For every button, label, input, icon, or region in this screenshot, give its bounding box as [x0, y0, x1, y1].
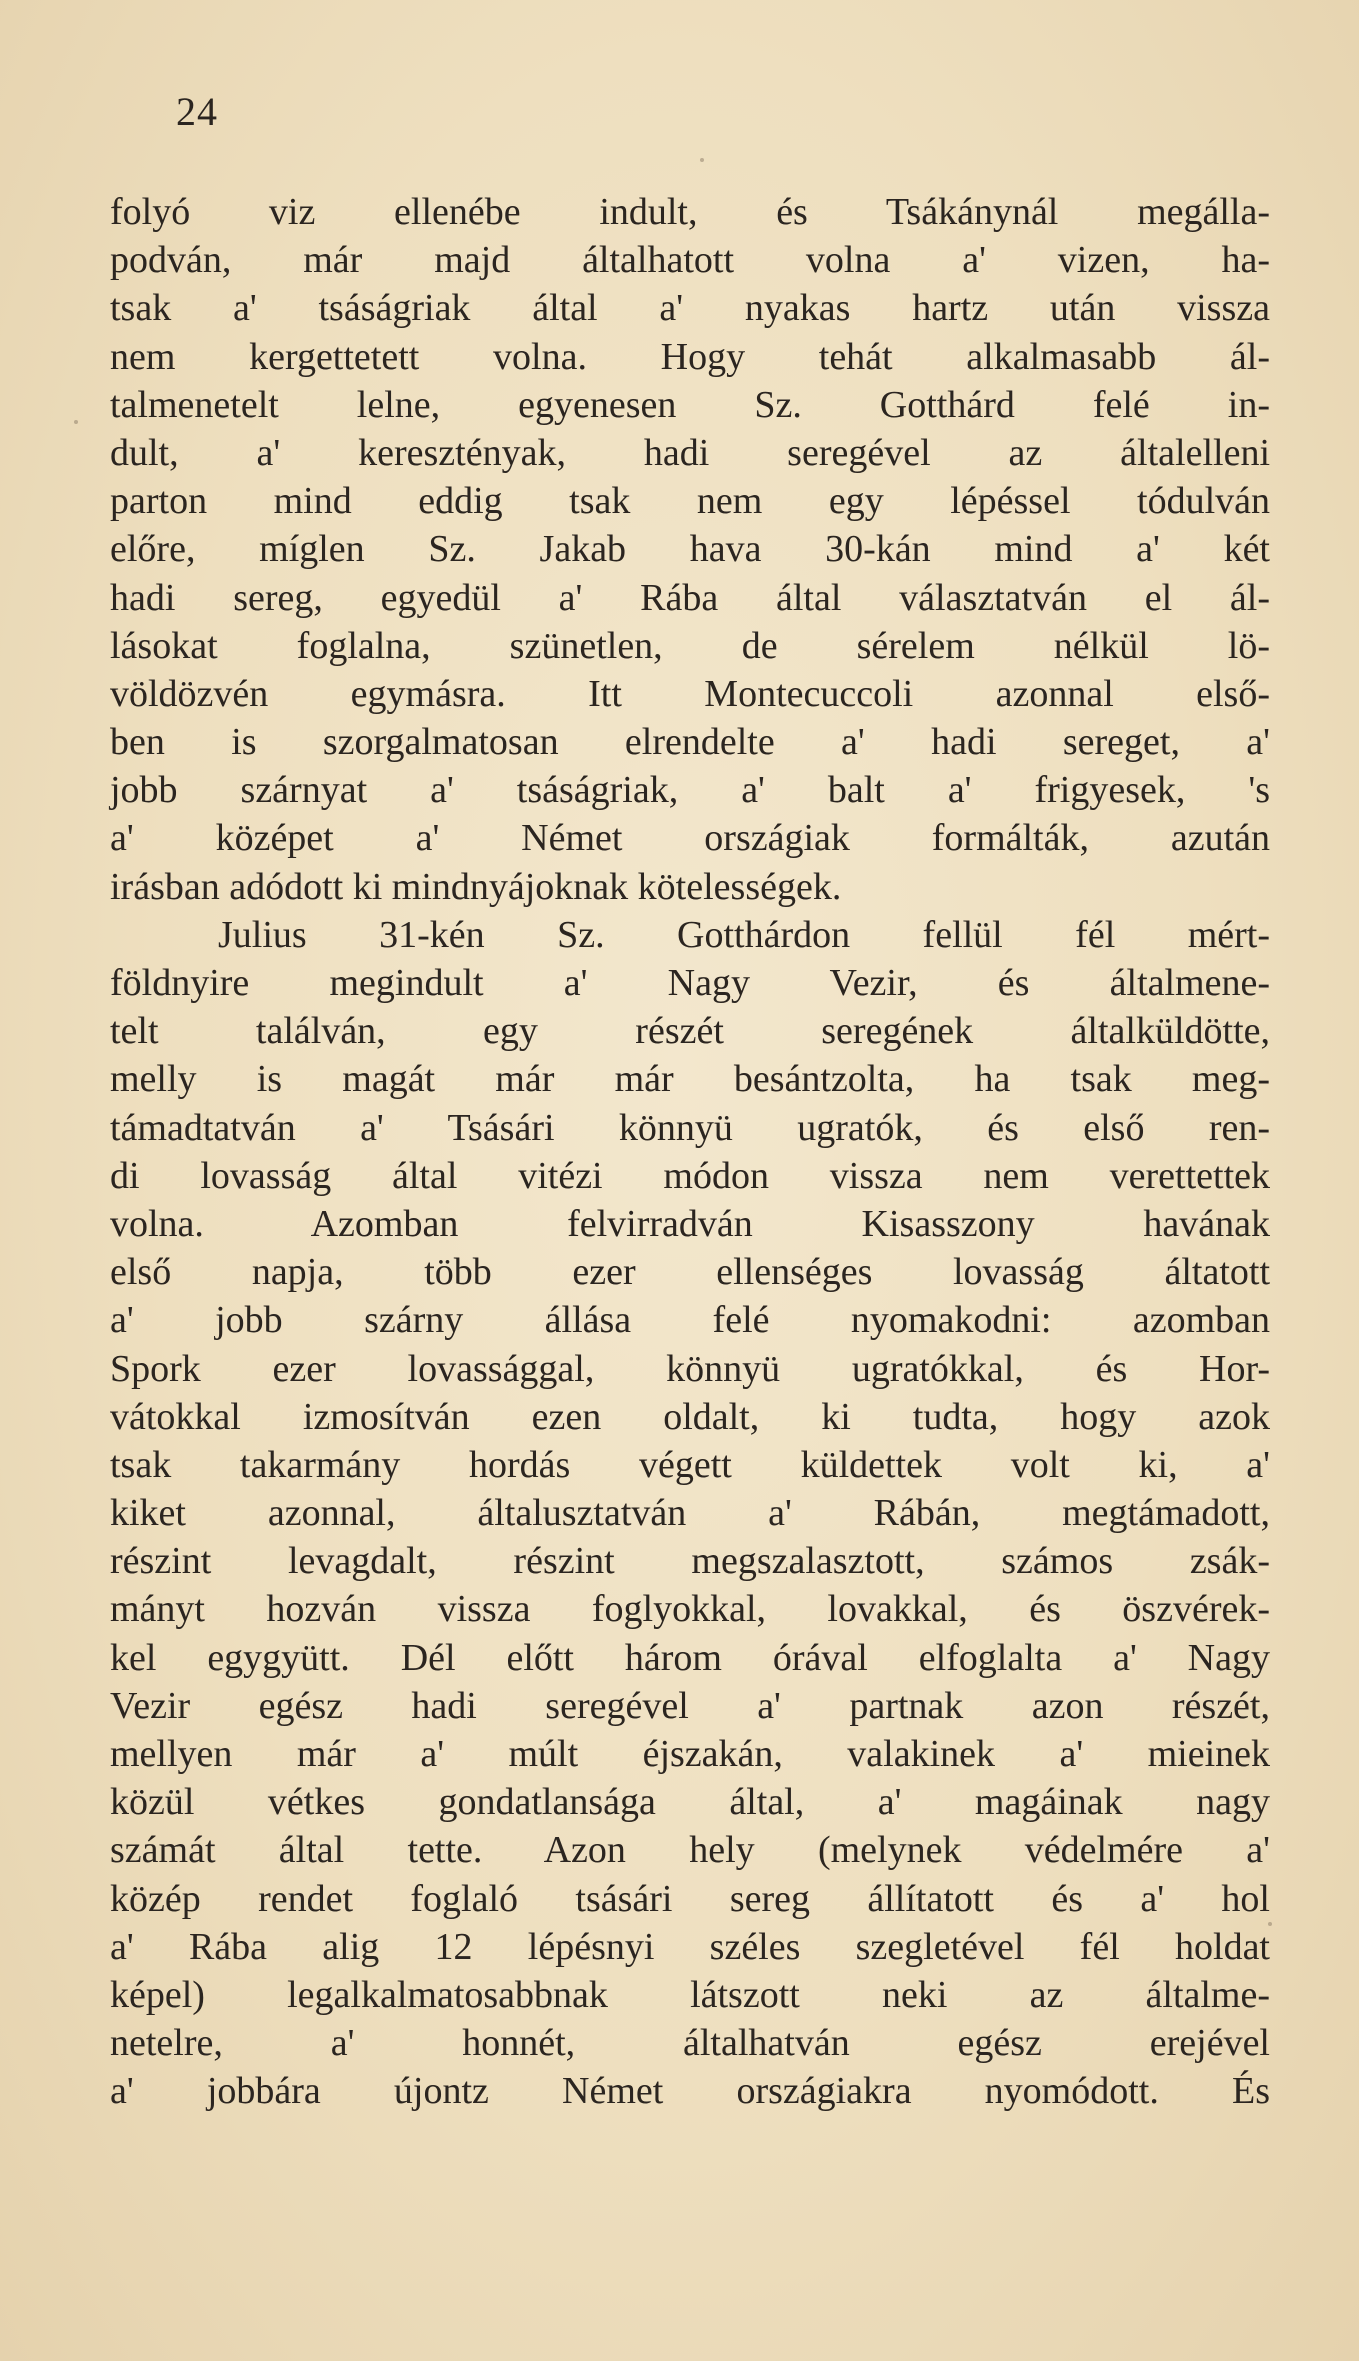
text-line: Julius 31-kén Sz. Gotthárdon fellül fél mért- — [218, 913, 1270, 956]
text-line: dult, a' keresztényak, hadi seregével az általelleni — [110, 431, 1270, 474]
text-line: a' jobb szárny állása felé nyomakodni: azomban — [110, 1299, 1270, 1342]
text-line: netelre, a' honnét, általhatván egész erejével — [110, 2022, 1270, 2065]
text-line: tsak takarmány hordás végett küldettek volt ki, a' — [110, 1443, 1270, 1486]
text-line: közül vétkes gondatlansága által, a' magáinak nagy — [110, 1781, 1270, 1824]
text-line: a' középet a' Német országiak formálták, azután — [110, 817, 1270, 860]
text-line: tsak a' tsáságriak által a' nyakas hartz után vissza — [110, 287, 1270, 330]
text-line: első napja, több ezer ellenséges lovasság áltatott — [110, 1251, 1270, 1294]
text-line: közép rendet foglaló tsásári sereg állítatott és a' hol — [110, 1877, 1270, 1920]
body-text — [110, 188, 1270, 2116]
text-line: telt találván, egy részét seregének általküldötte, — [110, 1010, 1270, 1053]
text-line: podván, már majd általhatott volna a' vizen, ha- — [110, 239, 1270, 282]
page-number: 24 — [176, 89, 218, 134]
text-line: mányt hozván vissza foglyokkal, lovakkal, és öszvérek- — [110, 1588, 1270, 1631]
text-line: kiket azonnal, általusztatván a' Rábán, megtámadott, — [110, 1492, 1270, 1535]
text-line: völdözvén egymásra. Itt Montecuccoli azonnal első- — [110, 672, 1270, 715]
text-line: vátokkal izmosítván ezen oldalt, ki tudta, hogy azok — [110, 1395, 1270, 1438]
text-line: Vezir egész hadi seregével a' partnak azon részét, — [110, 1684, 1270, 1727]
text-line: volna. Azomban felvirradván Kisasszony havának — [110, 1202, 1270, 1245]
text-line: számát által tette. Azon hely (melynek védelmére a' — [110, 1829, 1270, 1872]
text-line: kel egygyütt. Dél előtt három órával elfoglalta a' Nagy — [110, 1636, 1270, 1679]
text-line: parton mind eddig tsak nem egy lépéssel tódulván — [110, 480, 1270, 523]
text-line: mellyen már a' múlt éjszakán, valakinek a' mieinek — [110, 1733, 1270, 1775]
text-line: nem kergettetett volna. Hogy tehát alkalmasabb ál- — [110, 335, 1270, 378]
text-line: jobb szárnyat a' tsáságriak, a' balt a' frigyesek, 's — [110, 769, 1270, 812]
text-line: előre, míglen Sz. Jakab hava 30-kán mind a' két — [110, 528, 1270, 571]
ink-speck — [1268, 1922, 1272, 1926]
text-line: a' jobbára újontz Német országiakra nyomódott. És — [110, 2070, 1270, 2113]
text-line: di lovasság által vitézi módon vissza nem verettettek — [110, 1154, 1270, 1197]
text-line: képel) legalkalmatosabbnak látszott neki az általme- — [110, 1973, 1270, 2016]
text-line: hadi sereg, egyedül a' Rába által választatván el ál- — [110, 576, 1270, 619]
text-line: talmenetelt lelne, egyenesen Sz. Gotthárd felé in- — [110, 383, 1270, 426]
ink-speck — [74, 420, 78, 424]
text-line: irásban adódott ki mindnyájoknak kötelességek. — [110, 865, 842, 908]
ink-speck — [700, 158, 704, 162]
text-line: Spork ezer lovassággal, könnyü ugratókkal, és Hor- — [110, 1347, 1270, 1390]
text-line: ben is szorgalmatosan elrendelte a' hadi sereget, a' — [110, 721, 1270, 764]
text-line: folyó viz ellenébe indult, és Tsákánynál megálla- — [110, 191, 1270, 233]
text-line: melly is magát már már besántzolta, ha tsak meg- — [110, 1058, 1270, 1101]
text-line: lásokat foglalna, szünetlen, de sérelem nélkül lö- — [110, 624, 1270, 667]
text-line: a' Rába alig 12 lépésnyi széles szegletével fél holdat — [110, 1925, 1270, 1968]
text-line: támadtatván a' Tsásári könnyü ugratók, és első ren- — [110, 1106, 1270, 1149]
text-line: részint levagdalt, részint megszalasztott, számos zsák- — [110, 1540, 1270, 1583]
text-line: földnyire megindult a' Nagy Vezir, és általmene- — [110, 962, 1270, 1004]
